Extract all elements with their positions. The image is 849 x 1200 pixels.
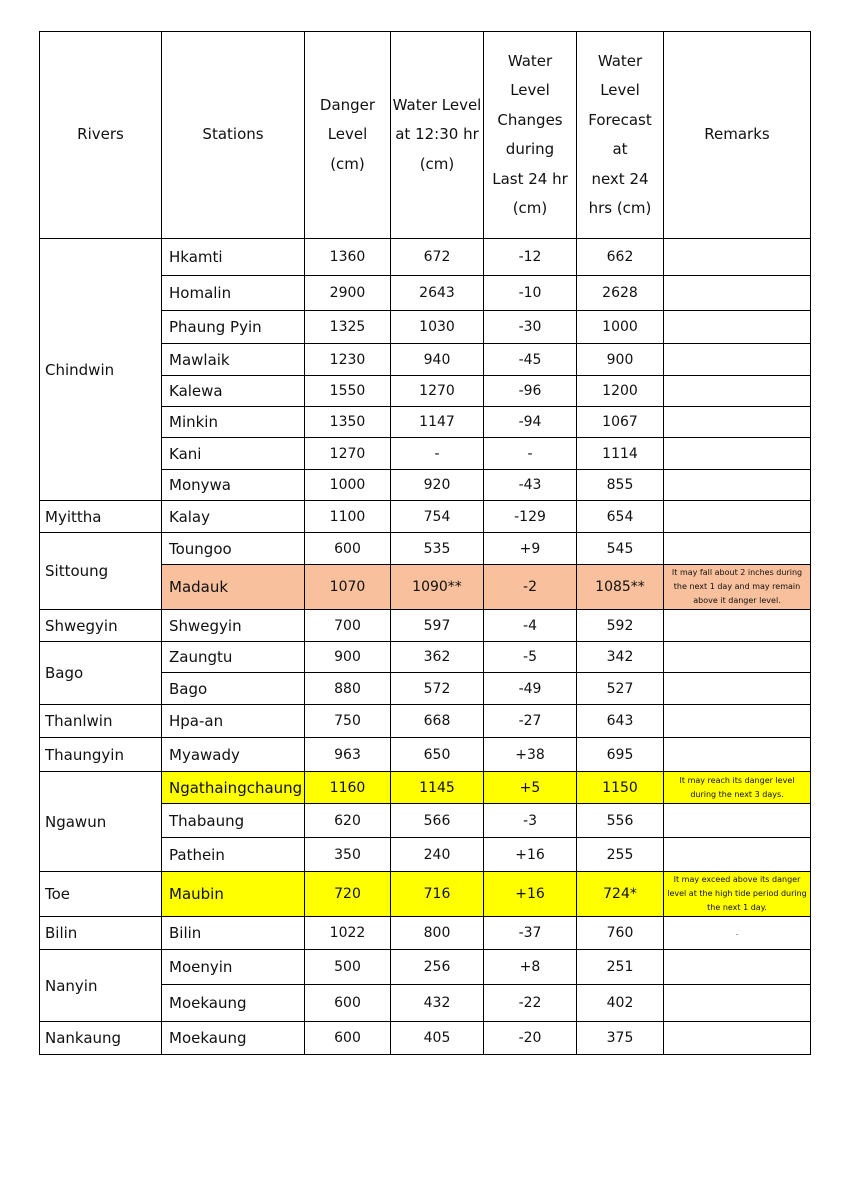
water-level-cell: 566 xyxy=(391,804,484,838)
level-change-cell: +16 xyxy=(484,838,577,872)
header-water-level xyxy=(391,32,484,239)
level-change-cell: -22 xyxy=(484,985,577,1022)
table-row xyxy=(40,917,811,950)
level-change-cell: -94 xyxy=(484,407,577,438)
station-name-cell: Hkamti xyxy=(162,239,305,276)
level-change-cell: +38 xyxy=(484,738,577,772)
header-line: next 24 xyxy=(591,169,649,188)
water-level-cell: 754 xyxy=(391,501,484,533)
level-change-cell: +9 xyxy=(484,533,577,565)
table-row xyxy=(40,642,811,673)
station-name-cell: Phaung Pyin xyxy=(162,311,305,344)
station-name-cell: Maubin xyxy=(162,872,305,917)
river-name-cell: Shwegyin xyxy=(40,610,162,642)
level-change-cell: -30 xyxy=(484,311,577,344)
danger-level-cell: 1160 xyxy=(305,772,391,804)
station-name-cell: Moekaung xyxy=(162,1022,305,1055)
level-change-cell: -45 xyxy=(484,344,577,376)
water-level-cell: - xyxy=(391,438,484,470)
danger-level-cell: 963 xyxy=(305,738,391,772)
water-level-cell: 240 xyxy=(391,838,484,872)
header-level-changes xyxy=(484,32,577,239)
table-body xyxy=(40,239,811,1055)
danger-level-cell: 600 xyxy=(305,985,391,1022)
water-level-cell: 672 xyxy=(391,239,484,276)
header-line: Changes xyxy=(497,110,563,129)
level-forecast-cell: 724* xyxy=(577,872,664,917)
water-level-cell: 1090** xyxy=(391,565,484,610)
station-name-cell: Kani xyxy=(162,438,305,470)
station-name-cell: Zaungtu xyxy=(162,642,305,673)
table-row xyxy=(40,1022,811,1055)
water-level-cell: 920 xyxy=(391,470,484,501)
danger-level-cell: 1550 xyxy=(305,376,391,407)
danger-level-cell: 1100 xyxy=(305,501,391,533)
header-line: Rivers xyxy=(77,125,124,144)
station-name-cell: Pathein xyxy=(162,838,305,872)
header-line: at xyxy=(612,140,628,158)
level-forecast-cell: 545 xyxy=(577,533,664,565)
station-name-cell: Mawlaik xyxy=(162,344,305,376)
water-level-cell: 256 xyxy=(391,950,484,985)
level-forecast-cell: 643 xyxy=(577,705,664,738)
remarks-cell xyxy=(664,407,811,438)
river-name-cell: Bilin xyxy=(40,917,162,950)
level-change-cell: -129 xyxy=(484,501,577,533)
station-name-cell: Moenyin xyxy=(162,950,305,985)
water-level-cell: 1270 xyxy=(391,376,484,407)
water-level-cell: 572 xyxy=(391,673,484,705)
river-name-cell: Ngawun xyxy=(40,772,162,872)
danger-level-cell: 700 xyxy=(305,610,391,642)
danger-level-cell: 1230 xyxy=(305,344,391,376)
remarks-cell xyxy=(664,610,811,642)
danger-level-cell: 1000 xyxy=(305,470,391,501)
header-line: hrs (cm) xyxy=(588,199,652,217)
remarks-cell xyxy=(664,344,811,376)
level-forecast-cell: 1114 xyxy=(577,438,664,470)
water-level-cell: 535 xyxy=(391,533,484,565)
level-forecast-cell: 342 xyxy=(577,642,664,673)
station-name-cell: Hpa-an xyxy=(162,705,305,738)
station-name-cell: Bilin xyxy=(162,917,305,950)
danger-level-cell: 600 xyxy=(305,533,391,565)
table-row xyxy=(40,533,811,565)
header-remarks xyxy=(664,32,811,239)
header-level-forecast xyxy=(577,32,664,239)
water-level-cell: 1030 xyxy=(391,311,484,344)
header-rivers xyxy=(40,32,162,239)
remarks-cell xyxy=(664,838,811,872)
level-forecast-cell: 900 xyxy=(577,344,664,376)
level-forecast-cell: 760 xyxy=(577,917,664,950)
remarks-cell xyxy=(664,1022,811,1055)
remarks-cell: It may fall about 2 inches during the next 1 day and may remain above it danger level. xyxy=(664,565,811,610)
level-forecast-cell: 654 xyxy=(577,501,664,533)
station-name-cell: Bago xyxy=(162,673,305,705)
level-forecast-cell: 1067 xyxy=(577,407,664,438)
river-name-cell: Thanlwin xyxy=(40,705,162,738)
water-level-cell: 940 xyxy=(391,344,484,376)
header-line: at 12:30 hr xyxy=(395,125,479,144)
header-line: Forecast xyxy=(588,110,652,129)
header-line: Danger xyxy=(319,95,376,114)
level-change-cell: -20 xyxy=(484,1022,577,1055)
header-danger-level xyxy=(305,32,391,239)
station-name-cell: Moekaung xyxy=(162,985,305,1022)
header-line: Water xyxy=(597,51,643,70)
station-name-cell: Ngathaingchaung xyxy=(162,772,305,804)
station-name-cell: Kalay xyxy=(162,501,305,533)
header-line: Level xyxy=(600,81,640,99)
remarks-cell xyxy=(664,804,811,838)
level-forecast-cell: 255 xyxy=(577,838,664,872)
level-forecast-cell: 1000 xyxy=(577,311,664,344)
level-forecast-cell: 855 xyxy=(577,470,664,501)
header-stations xyxy=(162,32,305,239)
station-name-cell: Myawady xyxy=(162,738,305,772)
river-name-cell: Myittha xyxy=(40,501,162,533)
remarks-cell: It may exceed above its danger level at the high tide period during the next 1 day. xyxy=(664,872,811,917)
level-change-cell: -49 xyxy=(484,673,577,705)
danger-level-cell: 2900 xyxy=(305,276,391,311)
level-change-cell: +5 xyxy=(484,772,577,804)
level-change-cell: -43 xyxy=(484,470,577,501)
station-name-cell: Madauk xyxy=(162,565,305,610)
level-change-cell: -12 xyxy=(484,239,577,276)
water-level-cell: 597 xyxy=(391,610,484,642)
table-row xyxy=(40,705,811,738)
header-line: (cm) xyxy=(419,154,455,173)
level-change-cell: -37 xyxy=(484,917,577,950)
station-name-cell: Toungoo xyxy=(162,533,305,565)
level-change-cell: -4 xyxy=(484,610,577,642)
level-forecast-cell: 556 xyxy=(577,804,664,838)
river-name-cell: Sittoung xyxy=(40,533,162,610)
header-line: Level xyxy=(510,81,550,99)
danger-level-cell: 1070 xyxy=(305,565,391,610)
level-forecast-cell: 592 xyxy=(577,610,664,642)
danger-level-cell: 1022 xyxy=(305,917,391,950)
header-line: Level xyxy=(327,125,368,144)
level-change-cell: -3 xyxy=(484,804,577,838)
remarks-cell xyxy=(664,642,811,673)
danger-level-cell: 500 xyxy=(305,950,391,985)
remarks-cell xyxy=(664,533,811,565)
station-name-cell: Shwegyin xyxy=(162,610,305,642)
river-name-cell: Nanyin xyxy=(40,950,162,1022)
danger-level-cell: 880 xyxy=(305,673,391,705)
remarks-cell xyxy=(664,501,811,533)
danger-level-cell: 350 xyxy=(305,838,391,872)
table-row xyxy=(40,772,811,804)
table-row xyxy=(40,239,811,276)
header-line: during xyxy=(505,140,555,158)
header-line: Water xyxy=(507,51,553,70)
river-name-cell: Toe xyxy=(40,872,162,917)
water-level-cell: 800 xyxy=(391,917,484,950)
remarks-cell xyxy=(664,673,811,705)
water-level-cell: 1147 xyxy=(391,407,484,438)
table-row xyxy=(40,610,811,642)
remarks-cell: It may reach its danger level during the next 3 days. xyxy=(664,772,811,804)
level-forecast-cell: 662 xyxy=(577,239,664,276)
water-level-cell: 668 xyxy=(391,705,484,738)
level-forecast-cell: 1200 xyxy=(577,376,664,407)
remarks-cell: . xyxy=(664,917,811,950)
river-name-cell: Thaungyin xyxy=(40,738,162,772)
level-change-cell: -10 xyxy=(484,276,577,311)
water-level-cell: 405 xyxy=(391,1022,484,1055)
station-name-cell: Minkin xyxy=(162,407,305,438)
remarks-cell xyxy=(664,738,811,772)
header-line: (cm) xyxy=(512,199,548,217)
remarks-cell xyxy=(664,705,811,738)
water-level-cell: 716 xyxy=(391,872,484,917)
remarks-cell xyxy=(664,950,811,985)
danger-level-cell: 1270 xyxy=(305,438,391,470)
water-level-cell: 432 xyxy=(391,985,484,1022)
danger-level-cell: 1350 xyxy=(305,407,391,438)
danger-level-cell: 620 xyxy=(305,804,391,838)
header-line: Water Level xyxy=(392,95,482,114)
header-row xyxy=(40,32,811,239)
remarks-cell xyxy=(664,376,811,407)
remarks-cell xyxy=(664,438,811,470)
table-row xyxy=(40,872,811,917)
table-row xyxy=(40,950,811,985)
danger-level-cell: 720 xyxy=(305,872,391,917)
river-water-level-table xyxy=(39,31,811,1055)
remarks-cell xyxy=(664,985,811,1022)
danger-level-cell: 750 xyxy=(305,705,391,738)
station-name-cell: Thabaung xyxy=(162,804,305,838)
level-change-cell: - xyxy=(484,438,577,470)
remarks-cell xyxy=(664,239,811,276)
remarks-cell xyxy=(664,470,811,501)
station-name-cell: Kalewa xyxy=(162,376,305,407)
level-change-cell: +16 xyxy=(484,872,577,917)
level-change-cell: -5 xyxy=(484,642,577,673)
table-row xyxy=(40,501,811,533)
header-line: (cm) xyxy=(330,154,365,173)
station-name-cell: Homalin xyxy=(162,276,305,311)
remarks-cell xyxy=(664,276,811,311)
header-line: Stations xyxy=(202,125,264,144)
danger-level-cell: 1360 xyxy=(305,239,391,276)
level-forecast-cell: 251 xyxy=(577,950,664,985)
level-forecast-cell: 695 xyxy=(577,738,664,772)
level-forecast-cell: 1150 xyxy=(577,772,664,804)
level-change-cell: -96 xyxy=(484,376,577,407)
table-row xyxy=(40,738,811,772)
level-forecast-cell: 375 xyxy=(577,1022,664,1055)
water-level-cell: 362 xyxy=(391,642,484,673)
station-name-cell: Monywa xyxy=(162,470,305,501)
danger-level-cell: 600 xyxy=(305,1022,391,1055)
remarks-cell xyxy=(664,311,811,344)
level-forecast-cell: 2628 xyxy=(577,276,664,311)
river-name-cell: Nankaung xyxy=(40,1022,162,1055)
level-change-cell: -2 xyxy=(484,565,577,610)
level-forecast-cell: 402 xyxy=(577,985,664,1022)
river-name-cell: Chindwin xyxy=(40,239,162,501)
header-line: Last 24 hr xyxy=(492,169,568,188)
level-change-cell: +8 xyxy=(484,950,577,985)
danger-level-cell: 1325 xyxy=(305,311,391,344)
water-level-cell: 650 xyxy=(391,738,484,772)
level-change-cell: -27 xyxy=(484,705,577,738)
level-forecast-cell: 527 xyxy=(577,673,664,705)
header-line: Remarks xyxy=(704,125,770,144)
water-level-cell: 1145 xyxy=(391,772,484,804)
danger-level-cell: 900 xyxy=(305,642,391,673)
level-forecast-cell: 1085** xyxy=(577,565,664,610)
water-level-cell: 2643 xyxy=(391,276,484,311)
river-name-cell: Bago xyxy=(40,642,162,705)
